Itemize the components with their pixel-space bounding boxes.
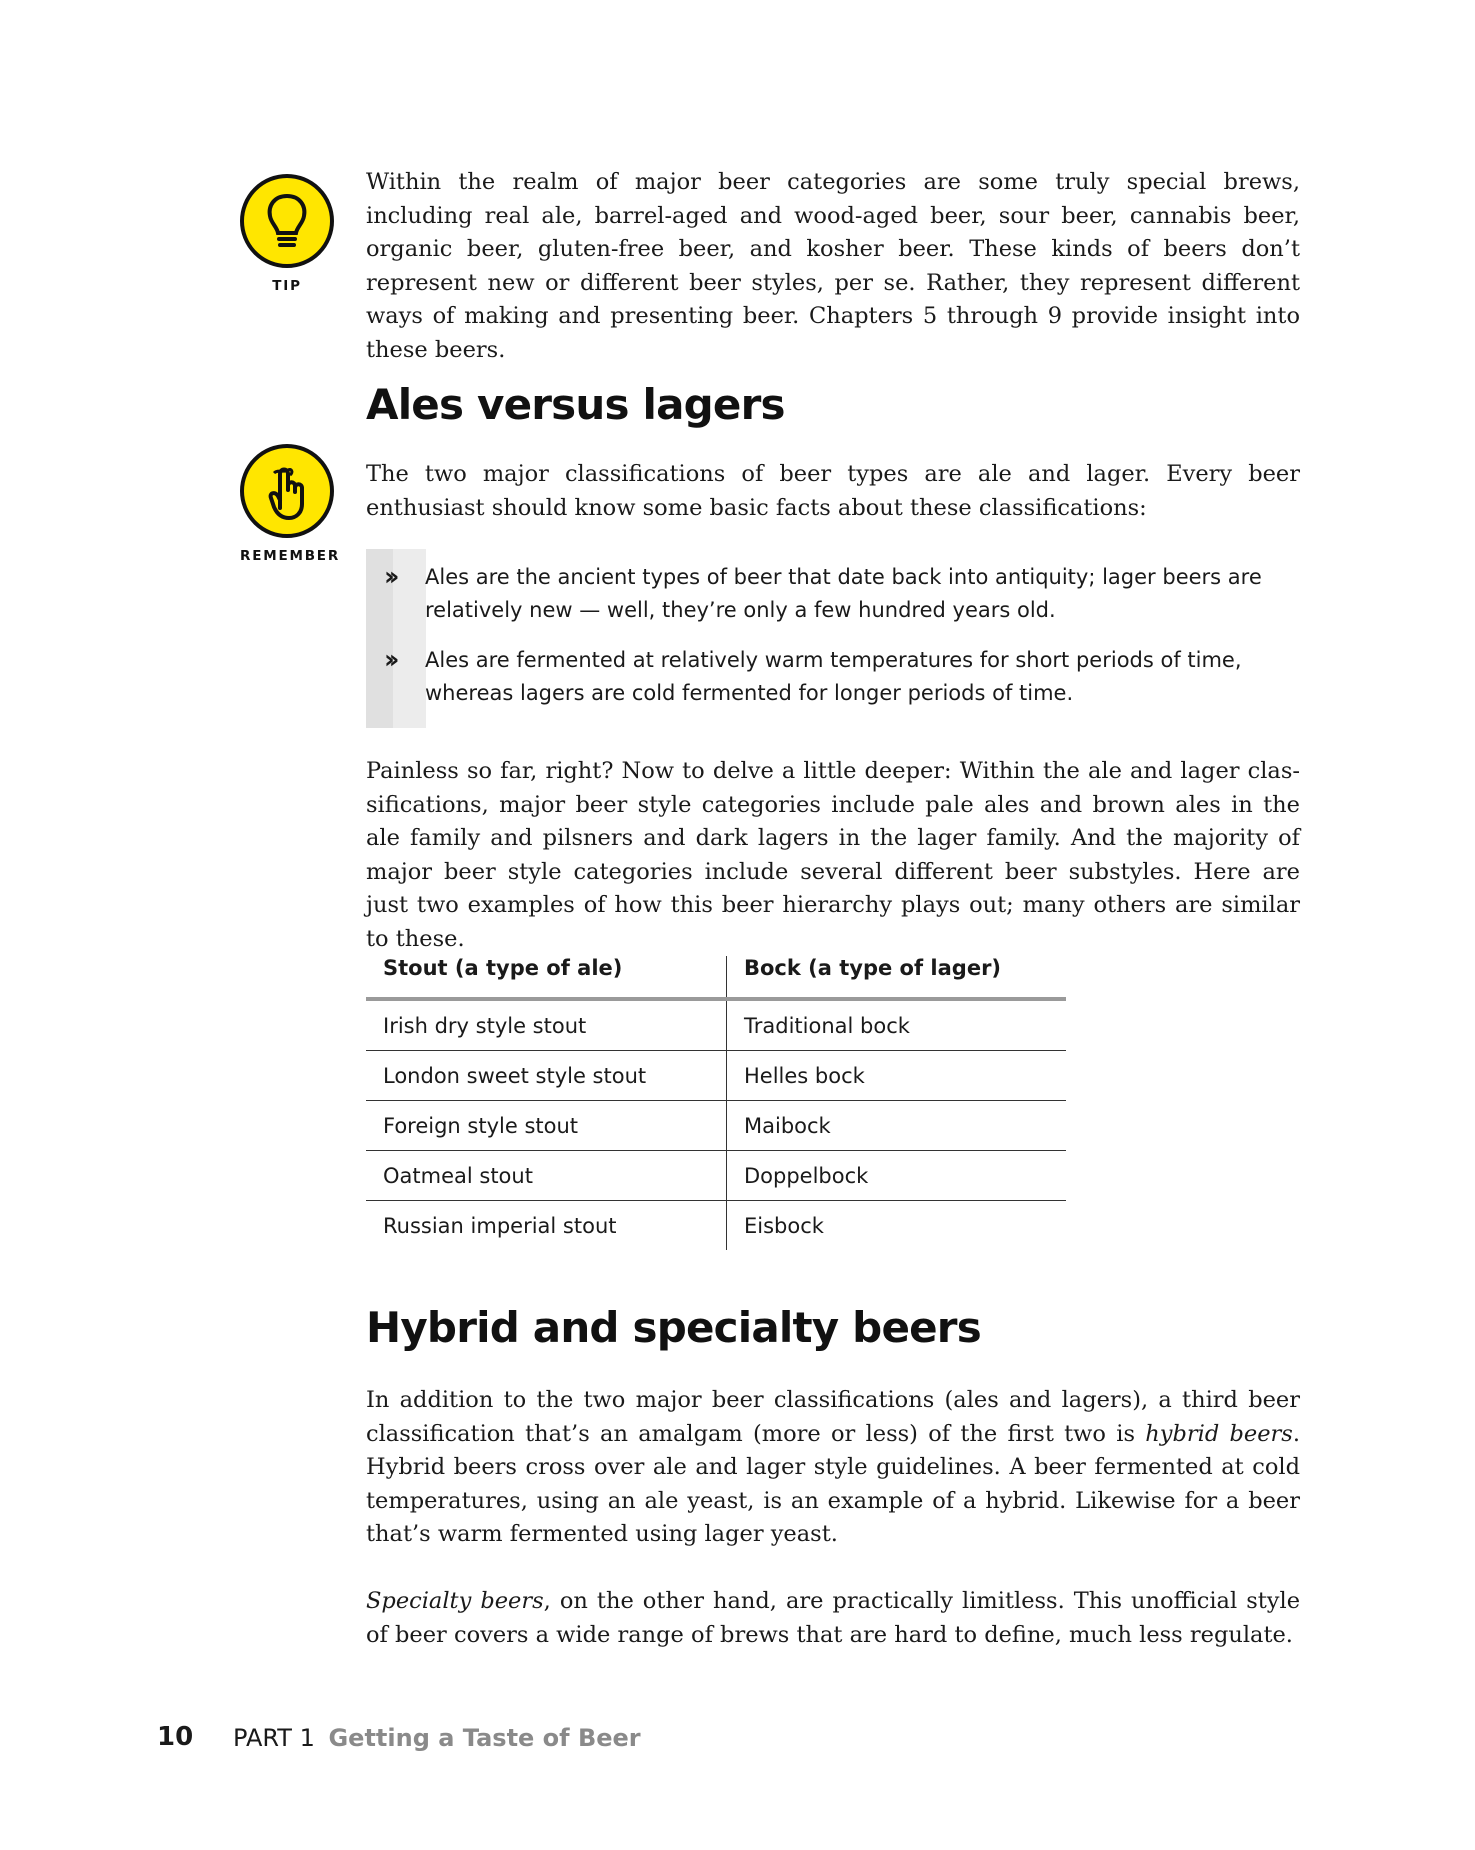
- specialty-term: Specialty beers: [366, 1588, 544, 1614]
- hybrid-text-2: . Hybrid beers cross over ale and lager style guidelines. A beer fermented at cold temperatures, using an ale yeast, is an example of a hybrid. Likewise for a beer that’s warm fermented using lager yeast.: [366, 1420, 1300, 1547]
- hybrid-paragraph-block: [366, 1384, 1300, 1552]
- table-header-bock: Bock (a type of lager): [727, 956, 1067, 999]
- table-row: [366, 1051, 1066, 1101]
- section-ales-lagers: [366, 380, 1300, 429]
- table-header-stout: Stout (a type of ale): [366, 956, 727, 999]
- section-intro: The two major classifications of beer types are ale and lager. Every beer enthusiast should know some basic facts about these classifications:: [366, 461, 1300, 521]
- section-intro-block: [366, 458, 1300, 525]
- section-heading: Hybrid and specialty beers: [366, 1303, 981, 1352]
- bullet-text: Ales are the ancient types of beer that date back into antiquity; lager beers are relatively new — well, they’re only a few hundred years old.: [425, 565, 1262, 622]
- bullet-list: [366, 549, 1300, 728]
- tip-text-block: [366, 166, 1300, 367]
- specialty-paragraph: [366, 1585, 1300, 1652]
- tip-label: TIP: [272, 278, 302, 294]
- table-cell: Foreign style stout: [366, 1101, 727, 1151]
- specialty-paragraph-block: [366, 1585, 1300, 1652]
- table-cell: Russian imperial stout: [366, 1201, 727, 1251]
- list-item: [366, 561, 1300, 627]
- lightbulb-icon: [240, 174, 334, 268]
- table-cell: Traditional bock: [727, 999, 1067, 1051]
- section-paragraph: Painless so far, right? Now to delve a little deeper: Within the ale and lager clas-sifications, major beer style categories include pale ales and brown ales in the ale family and pilsners and dark lagers in the lager family. And the majority of major beer style categories include several different beer substyles. Here are just two examples of how this beer hierarchy plays out; many others are similar to these.: [366, 758, 1300, 952]
- tip-icon-block: [240, 174, 334, 294]
- specialty-text: , on the other hand, are practically limitless. This unofficial style of beer covers a wide range of brews that are hard to define, much less regulate.: [366, 1588, 1301, 1648]
- table-cell: London sweet style stout: [366, 1051, 727, 1101]
- hybrid-paragraph: [366, 1384, 1300, 1552]
- table-cell: Oatmeal stout: [366, 1151, 727, 1201]
- page-number: 10: [157, 1722, 194, 1752]
- table-row: [366, 999, 1066, 1051]
- beer-style-table: [366, 956, 1066, 1250]
- footer-running-head: [233, 1724, 641, 1752]
- finger-string-icon: [240, 444, 334, 538]
- bullet-text: Ales are fermented at relatively warm temperatures for short periods of time, whereas lagers are cold fermented for longer periods of time.: [425, 648, 1242, 705]
- table-row: [366, 1201, 1066, 1251]
- remember-icon-block: [240, 444, 341, 564]
- hybrid-term: hybrid beers: [1145, 1420, 1293, 1447]
- table-header-row: [366, 956, 1066, 999]
- footer-part-title: Getting a Taste of Beer: [328, 1724, 641, 1752]
- table-cell: Irish dry style stout: [366, 999, 727, 1051]
- footer-part: PART 1: [233, 1724, 315, 1752]
- table-cell: Eisbock: [744, 1213, 824, 1238]
- table-cell: Maibock: [727, 1101, 1067, 1151]
- double-chevron-icon: ››: [384, 645, 394, 675]
- remember-label: REMEMBER: [240, 548, 341, 564]
- table-cell: Doppelbock: [727, 1151, 1067, 1201]
- table-row: [366, 1151, 1066, 1201]
- list-item: [366, 644, 1300, 710]
- section-hybrid-specialty: [366, 1303, 1300, 1352]
- table-row: [366, 1101, 1066, 1151]
- section-heading: Ales versus lagers: [366, 380, 785, 429]
- double-chevron-icon: ››: [384, 562, 394, 592]
- table-cell: Helles bock: [727, 1051, 1067, 1101]
- section-paragraph-block: [366, 755, 1300, 956]
- tip-paragraph: Within the realm of major beer categories are some truly special brews, including real ale, barrel-aged and wood-aged beer, sour beer, cannabis beer, organic beer, gluten-free beer, and kosher beer. These kinds of beers don’t represent new or different beer styles, per se. Rather, they represent different ways of making and presenting beer. Chapters 5 through 9 provide insight into these beers.: [366, 169, 1300, 363]
- hybrid-text-1: In addition to the two major beer classifications (ales and lagers), a third beer classification that’s an amalgam (more or less) of the first two is: [366, 1387, 1300, 1447]
